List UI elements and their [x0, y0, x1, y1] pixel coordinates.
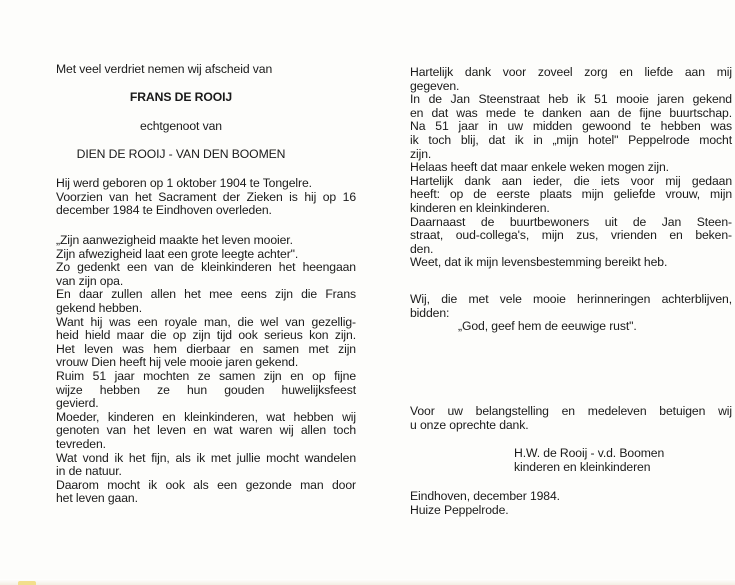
signature — [514, 447, 664, 474]
thanks-line: Na 51 jaar in uw midden gewoond te hebben was — [410, 119, 732, 134]
body-line: van zijn opa. — [56, 273, 124, 288]
thanks-line: kinderen en kleinkinderen. — [410, 200, 550, 215]
signature-line: kinderen en kleinkinderen — [514, 459, 651, 474]
thanks-line: heeft: op de eerste plaats mijn geliefde vrouw, mijn — [410, 187, 732, 202]
biography — [56, 177, 356, 218]
acknowledgement-line: Voor uw belangstelling en medeleven betuigen wij — [410, 404, 732, 418]
body-line: in de natuur. — [56, 464, 122, 479]
thanks-line: zijn. — [410, 146, 432, 161]
spouse-name: DIEN DE ROOIJ - VAN DEN BOOMEN — [76, 147, 286, 161]
body-line: het leven gaan. — [56, 491, 138, 506]
edge-mark — [18, 581, 36, 585]
memorial-text — [56, 234, 356, 506]
prayer-quote: „God, geef hem de eeuwige rust". — [458, 319, 637, 333]
body-line: Daarom mocht ik ook als een gezonde man door — [56, 477, 356, 492]
thanks-line: ik toch blij, dat ik in „mijn hotel" Peppelrode mocht — [410, 132, 732, 147]
thanks-line: Hartelijk dank voor zoveel zorg en liefde aan mij — [410, 65, 732, 79]
deceased-name: FRANS DE ROOIJ — [129, 90, 233, 104]
body-line: tevreden. — [56, 436, 106, 451]
body-line: vrouw Dien heeft hij vele mooie jaren gekend. — [56, 355, 299, 370]
body-line: wijze hebben ze hun gouden huwelijksfeest — [56, 382, 356, 397]
remaining-line: Wij, die met vele mooie herinneringen achterblijven, — [410, 292, 732, 306]
bio-line: Hij werd geboren op 1 oktober 1904 te Tongelre. — [56, 176, 312, 190]
thanks-line: Helaas heeft dat maar enkele weken mogen zijn. — [410, 160, 669, 175]
body-line: Wat vond ik het fijn, als ik met jullie mocht wandelen — [56, 450, 356, 465]
body-line: Zo gedenkt een van de kleinkinderen het heengaan — [56, 260, 356, 275]
body-line: En daar zullen allen het mee eens zijn die Frans — [56, 287, 356, 302]
intro-text: Met veel verdriet nemen wij afscheid van — [56, 62, 273, 76]
body-line: Want hij was een royale man, die wel van gezellig- — [56, 314, 356, 329]
body-line: gekend hebben. — [56, 300, 143, 315]
body-line: genoten van het leven en wat waren wij allen toch — [56, 423, 356, 438]
place-date — [410, 490, 732, 517]
body-line: Het leven was hem dierbaar en samen met zijn — [56, 341, 356, 356]
acknowledgement-text — [410, 405, 732, 432]
body-line: heid hield maar die op zijn tijd ook serieus kon zijn. — [56, 328, 356, 343]
place-date-line: Huize Peppelrode. — [410, 502, 509, 517]
body-line: Zijn afwezigheid laat een grote leegte achter". — [56, 246, 299, 261]
thanks-text — [410, 66, 732, 270]
bio-line: Voorzien van het Sacrament der Zieken is hij op 16 — [56, 189, 356, 204]
signature-line: H.W. de Rooij - v.d. Boomen — [514, 446, 665, 460]
remaining-line: bidden: — [410, 305, 450, 320]
spouse-prefix: echtgenoot van — [140, 119, 222, 133]
thanks-line: gegeven. — [410, 78, 460, 93]
acknowledgement-line: u onze oprechte dank. — [410, 417, 529, 432]
remaining-text — [410, 293, 732, 320]
body-line: Ruim 51 jaar mochten ze samen zijn en op fijne — [56, 368, 356, 383]
thanks-line: Hartelijk dank aan ieder, die iets voor mij gedaan — [410, 173, 732, 188]
place-date-line: Eindhoven, december 1984. — [410, 489, 560, 503]
body-line: Moeder, kinderen en kleinkinderen, wat hebben wij — [56, 409, 356, 424]
thanks-line: den. — [410, 241, 434, 256]
body-line: gevierd. — [56, 396, 99, 411]
thanks-line: Weet, dat ik mijn levensbestemming bereikt heb. — [410, 255, 668, 270]
thanks-line: straat, oud-collega's, mijn zus, vrienden en beken- — [410, 228, 732, 243]
card-bottom-edge — [0, 579, 735, 585]
thanks-line: Daarnaast de buurtbewoners uit de Jan Steen- — [410, 214, 732, 229]
thanks-line: In de Jan Steenstraat heb ik 51 mooie jaren gekend — [410, 92, 732, 107]
body-line: „Zijn aanwezigheid maakte het leven mooier. — [56, 233, 293, 247]
bio-line: december 1984 te Eindhoven overleden. — [56, 203, 272, 218]
thanks-line: en dat was mede te danken aan de fijne buurtschap. — [410, 105, 732, 120]
